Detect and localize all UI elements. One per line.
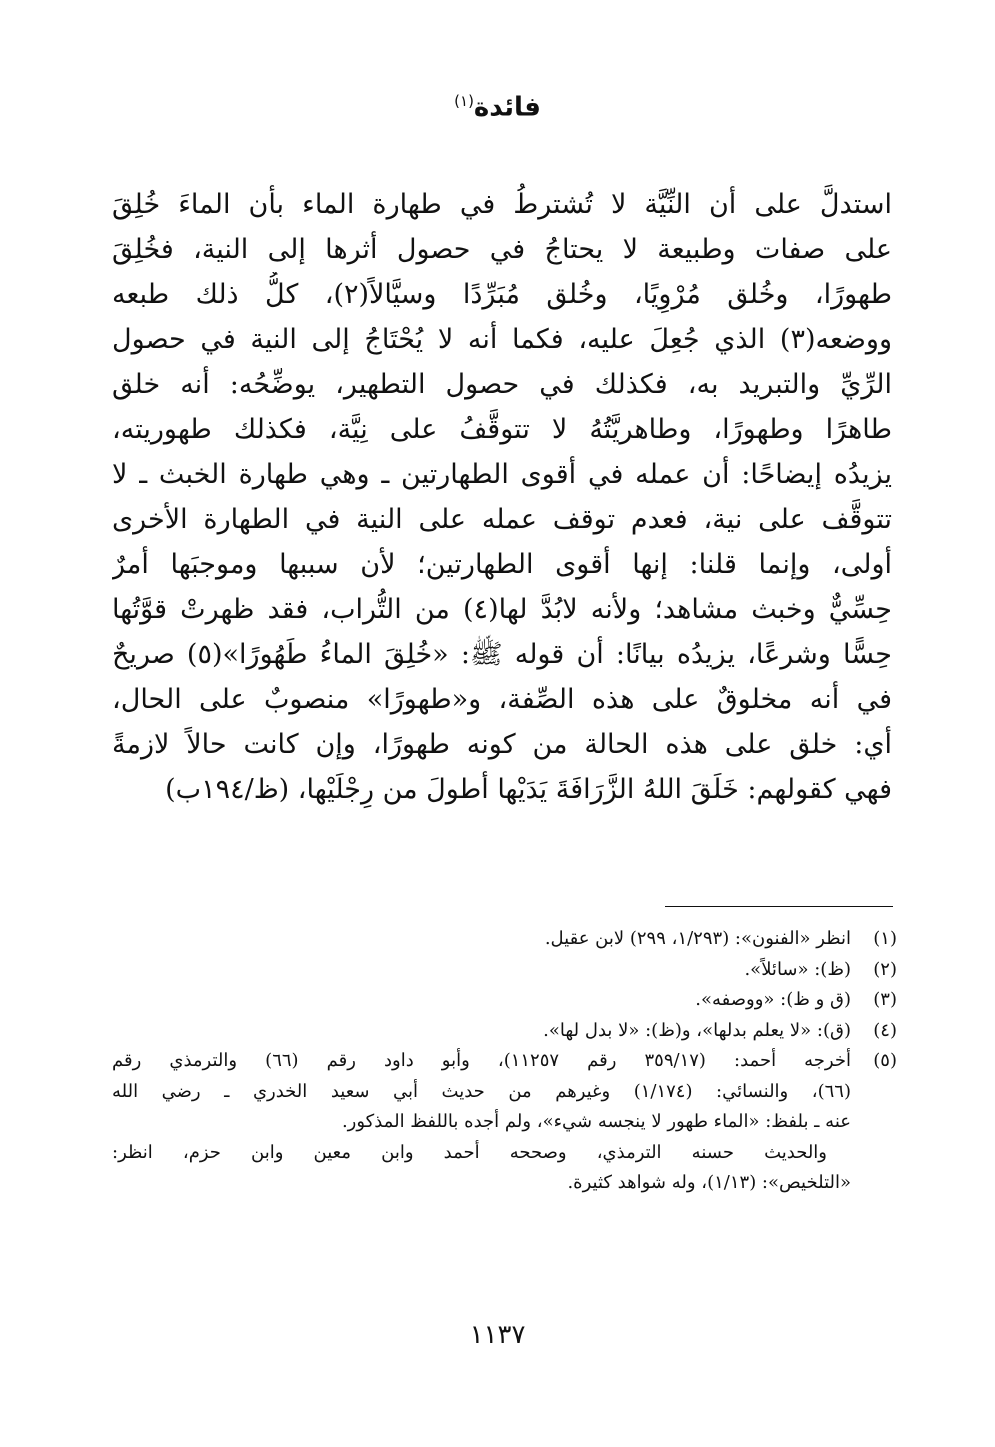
footnote-2 [112,955,897,986]
footnote-number: (١) [873,928,897,949]
footnote-text: أخرجه أحمد: (٣٥٩/١٧ رقم ١١٢٥٧)، وأبو داود رقم (٦٦) والترمذي رقم [112,1050,851,1071]
footnote-text: (ق و ظ): «ووصفه». [695,989,851,1010]
text-line: حِسًّا وشرعًا، يزيدُه بيانًا: أن قوله ﷺ: «خُلِقَ الماءُ طَهُورًا»(٥) صريحٌ [112,639,892,670]
text-line: الرِّيِّ والتبريد به، فكذلك في حصول التطهير، يوضِّحُه: أنه خلق [112,369,892,400]
heading-text: فائدة [473,92,541,123]
text-line: على صفات وطبيعة لا يحتاجُ في حصول أثرها إلى النية، فخُلِقَ [112,234,892,265]
text-line: ووضعه(٣) الذي جُعِلَ عليه، فكما أنه لا يُحْتَاجُ إلى النية في حصول [112,324,892,355]
text-line: يزيدُه إيضاحًا: أن عمله في أقوى الطهارتين ـ وهي طهارة الخبث ـ لا [112,459,892,490]
footnote-number: (٣) [873,989,897,1010]
page-number: ١١٣٧ [469,1320,526,1350]
section-heading [0,92,995,123]
footnote-divider [665,906,893,907]
footnote-5-note: والحديث حسنه الترمذي، وصححه أحمد وابن معين وابن حزم، انظر: [112,1141,827,1163]
footnote-1 [112,924,897,955]
footnotes [112,924,897,1199]
footnote-5-continued: عنه ـ بلفظ: «الماء طهور لا ينجسه شيء»، ولم أجده باللفظ المذكور. [341,1111,851,1132]
text-line: حِسِّيٌّ وخبث مشاهد؛ ولأنه لابُدَّ لها(٤) من التُّراب، فقد ظهرتْ قوَّتُها [112,594,892,625]
footnote-number: (٤) [873,1019,897,1041]
text-line: في أنه مخلوقٌ على هذه الصِّفة، و«طهورًا» منصوبٌ على الحال، [112,684,892,715]
footnote-text: (ق): «لا يعلم بدلها»، و(ظ): «لا بدل لها». [543,1019,851,1041]
text-line: استدلَّ على أن النِّيَّة لا تُشترطُ في طهارة الماء بأن الماءَ خُلِقَ [112,189,892,220]
footnote-5-note: «التلخيص»: (١/١٣)، وله شواهد كثيرة. [567,1172,851,1193]
footnote-number: (٢) [873,958,897,980]
footnote-3 [112,985,897,1016]
text-line: أي: خلق على هذه الحالة من كونه طهورًا، وإن كانت حالاً لازمةً [112,729,892,760]
heading-footnote-marker: (١) [454,92,474,110]
footnote-4 [112,1016,897,1047]
text-line: فهي كقولهم: خَلَقَ اللهُ الزَّرَافَةَ يَدَيْها أطولَ من رِجْلَيْها، (ظ/١٩٤ب) [165,774,892,805]
footnote-number: (٥) [873,1050,897,1071]
footnote-5-continued: (٦٦)، والنسائي: (١/١٧٤) وغيرهم من حديث أبي سعيد الخدري ـ رضي الله [112,1080,851,1102]
text-line: طاهرًا وطهورًا، وطاهريَّتُهُ لا تتوقَّفُ على نِيَّة، فكذلك طهوريته، [112,414,892,445]
text-line: طهورًا، وخُلق مُرْوِيًا، وخُلق مُبَرِّدًا وسيَّالاً(٢)، كلُّ ذلك طبعه [112,279,892,310]
main-text [112,182,892,812]
footnote-5 [112,1046,897,1077]
text-line: تتوقَّف على نية، فعدم توقف عمله على النية في الطهارة الأخرى [112,504,892,535]
text-line: أولى، وإنما قلنا: إنها أقوى الطهارتين؛ لأن سببها وموجبَها أمرٌ [112,549,892,580]
footnote-text: انظر «الفنون»: (١/٢٩٣، ٢٩٩) لابن عقيل. [544,928,851,949]
footnote-text: (ظ): «سائلاً». [744,958,851,980]
